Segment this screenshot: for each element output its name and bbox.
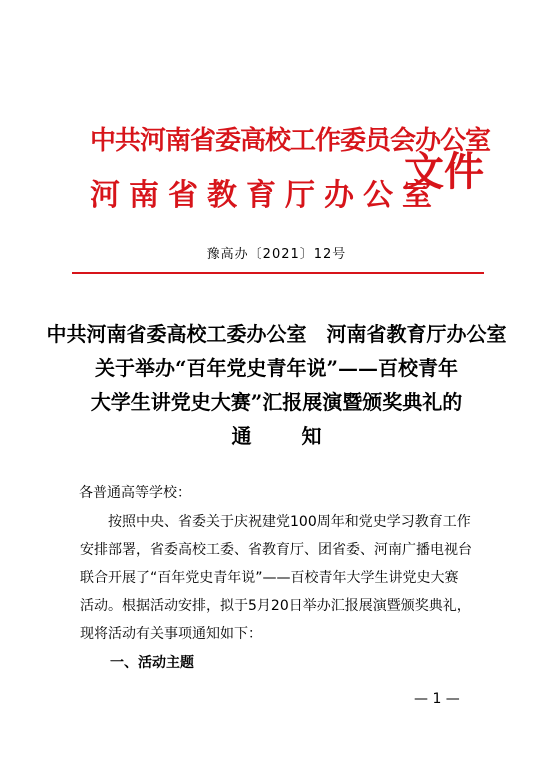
title-line-3: 大学生讲党史大赛”汇报展演暨颁奖典礼的 [90,390,463,414]
issuing-org-line-2: 河南省教育厅办公室 [90,178,441,213]
paragraph-line: 活动。根据活动安排，拟于5月20日举办汇报展演暨颁奖典礼， [80,598,471,614]
document-number: 豫高办〔2021〕12号 [206,247,347,262]
red-divider-line [72,272,484,274]
issuing-org-line-1: 中共河南省委高校工作委员会办公室 [90,126,491,156]
paragraph-line: 联合开展了“百年党史青年说”——百校青年大学生讲党史大赛 [80,570,459,586]
section-heading: 一、活动主题 [110,655,194,671]
paragraph-line: 安排部署，省委高校工委、省教育厅、团省委、河南广播电视台 [80,542,472,558]
title-line-2: 关于举办“百年党史青年说”——百校青年 [94,356,458,380]
title-line-4: 通知 [231,424,372,448]
document-type-label: 文件 [404,148,484,195]
addressee: 各普通高等学校： [79,485,191,501]
page-number: — 1 — [414,691,460,707]
paragraph-line: 按照中央、省委关于庆祝建党100周年和党史学习教育工作 [108,514,471,530]
paragraph-line: 现将活动有关事项通知如下： [80,626,262,642]
title-line-1: 中共河南省委高校工委办公室 河南省教育厅办公室 [46,322,507,346]
